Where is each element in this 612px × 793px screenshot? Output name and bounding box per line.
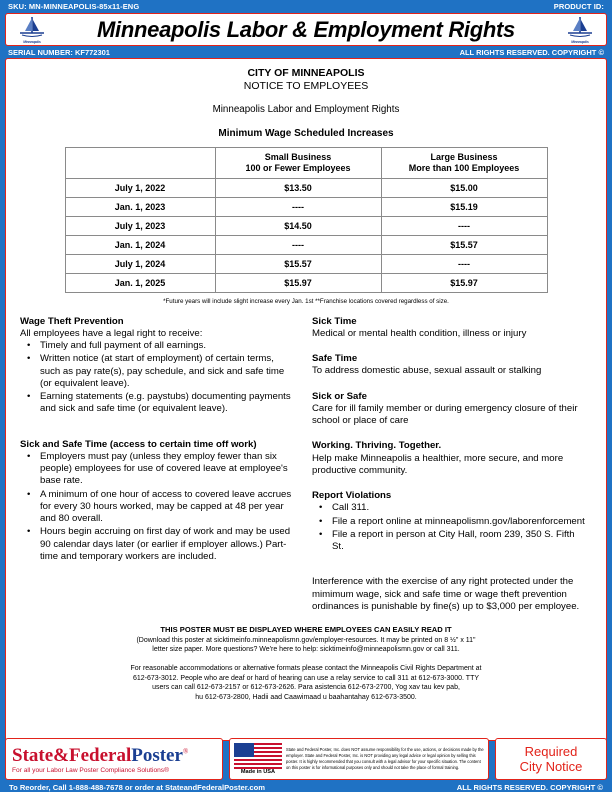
section-safe-time bbox=[312, 353, 586, 378]
legal-disclaimer-text: State and Federal Poster, Inc. does NOT assume responsibility for the use, actions, or decisions made by the employer. State and Federal Poster, Inc. is NOT providing any legal advice or legal opinion by selling this poster. It is highly recommended that you consult with a legal advisor for your specific situation. The content on this poster is for informational purposes only and should not take the place of formal training. bbox=[286, 747, 484, 770]
footer-bottom-bar bbox=[5, 780, 607, 793]
serial-bar bbox=[0, 46, 612, 58]
brand-tagline: For all your Labor Law Poster Compliance Solutions® bbox=[12, 766, 169, 774]
row-date: Jan. 1, 2023 bbox=[65, 197, 215, 216]
accommodations-block bbox=[20, 664, 592, 702]
row-large-wage: ---- bbox=[381, 216, 547, 235]
table-col-header-large-business: Large Business More than 100 Employees bbox=[381, 147, 547, 178]
table-row bbox=[65, 254, 547, 273]
minimum-wage-table bbox=[65, 147, 548, 293]
bullet-icon: • bbox=[27, 526, 31, 538]
row-large-wage: $15.97 bbox=[381, 273, 547, 292]
row-date: Jan. 1, 2025 bbox=[65, 273, 215, 292]
logo-wordmark-left: Minneapolis bbox=[23, 39, 41, 44]
spacer bbox=[20, 417, 294, 439]
row-large-wage: $15.19 bbox=[381, 197, 547, 216]
sick-safe-time-heading: Sick and Safe Time (access to certain time off work) bbox=[20, 438, 257, 450]
bullet-icon: • bbox=[27, 450, 31, 462]
disclaimer-box bbox=[229, 738, 489, 780]
sku-bar bbox=[0, 0, 612, 13]
bullet-icon: • bbox=[27, 488, 31, 500]
bullet-icon: • bbox=[319, 515, 323, 527]
list-item: • Written notice (at start of employment) of certain terms, such as pay rate(s), pay schedule, and sick and safe time (or equivalent leave). bbox=[27, 353, 285, 389]
copyright-label-bottom: ALL RIGHTS RESERVED. COPYRIGHT © bbox=[456, 782, 603, 792]
row-small-wage: ---- bbox=[215, 235, 381, 254]
wage-theft-intro: All employees have a legal right to receive: bbox=[20, 327, 203, 339]
table-row bbox=[65, 216, 547, 235]
interference-paragraph: Interference with the exercise of any right protected under the mimimum wage, sick and safe time or wage theft prevention ordinances is punishable by fine(s) up to $3,000 per employee. bbox=[312, 576, 580, 613]
page-title: Minneapolis Labor & Employment Rights bbox=[97, 16, 515, 42]
row-large-wage: ---- bbox=[381, 254, 547, 273]
minneapolis-logo-right-icon bbox=[560, 16, 600, 44]
table-col-header-blank bbox=[65, 147, 215, 178]
accommodations-line-2: 612-673-3012. People who are deaf or hard of hearing can use a relay service to call 311 at 612-673-3000. TTY bbox=[132, 674, 480, 682]
table-footnote: *Future years will include slight increase every Jan. 1st **Franchise locations covered regardless of size. bbox=[163, 297, 449, 305]
product-id-label: PRODUCT ID: bbox=[553, 2, 604, 11]
footer-boxes-row bbox=[5, 735, 607, 780]
download-info-line-2: letter size paper. More questions? We're here to help: sicktimeinfo@minneapolismn.gov or call 311. bbox=[152, 645, 460, 653]
table-row bbox=[65, 197, 547, 216]
copyright-label-top: ALL RIGHTS RESERVED. COPYRIGHT © bbox=[459, 47, 604, 57]
row-date: July 1, 2022 bbox=[65, 178, 215, 197]
bullet-icon: • bbox=[27, 353, 31, 365]
safe-time-body: To address domestic abuse, sexual assault or stalking bbox=[312, 365, 542, 377]
logo-wordmark-right: Minneapolis bbox=[571, 39, 589, 44]
list-item: • Earning statements (e.g. paystubs) documenting payments and sick and safe time (or equivalent leave). bbox=[27, 391, 291, 415]
list-item: • File a report online at minneapolismn.gov/laborenforcement bbox=[319, 515, 585, 527]
spacer bbox=[312, 554, 586, 576]
row-large-wage: $15.00 bbox=[381, 178, 547, 197]
row-small-wage: $15.57 bbox=[215, 254, 381, 273]
row-small-wage: $15.97 bbox=[215, 273, 381, 292]
made-in-usa-label: Made in USA bbox=[240, 769, 276, 775]
report-violations-heading: Report Violations bbox=[312, 490, 392, 502]
accommodations-line-4: hu 612-673-2800, Hadii aad Caawimaad u baahantahay 612-673-3500. bbox=[195, 693, 417, 701]
sick-time-body: Medical or mental health condition, illness or injury bbox=[312, 327, 527, 339]
table-row bbox=[65, 273, 547, 292]
city-heading: CITY OF MINNEAPOLIS bbox=[247, 67, 365, 79]
right-column bbox=[312, 316, 586, 614]
spacer bbox=[312, 477, 586, 490]
display-requirement-line: THIS POSTER MUST BE DISPLAYED WHERE EMPLOYEES CAN EASILY READ IT bbox=[160, 625, 452, 635]
download-info-line-1: (Download this poster at sicktimeinfo.minneapolismn.gov/employer-resources. It may be printed on 8 ½" x 11" bbox=[136, 636, 476, 644]
working-thriving-body: Help make Minneapolis a healthier, more secure, and more productive community. bbox=[312, 452, 564, 476]
wage-table-heading: Minimum Wage Scheduled Increases bbox=[218, 127, 394, 139]
wage-theft-heading: Wage Theft Prevention bbox=[20, 315, 124, 327]
list-item: • Employers must pay (unless they employ fewer than six people) employees for use of covered leave at employee's base rate. bbox=[27, 450, 288, 487]
spacer bbox=[312, 340, 586, 353]
footer bbox=[0, 735, 612, 792]
list-item: • A minimum of one hour of access to covered leave accrues for every 30 hours worked, may be capped at 48 per year and 80 overall. bbox=[27, 488, 292, 525]
city-notice-label: City Notice bbox=[519, 759, 583, 774]
spacer bbox=[312, 378, 586, 391]
table-header-row bbox=[65, 147, 547, 178]
flag-canton bbox=[234, 743, 254, 757]
section-sick-time bbox=[312, 316, 586, 341]
row-small-wage: ---- bbox=[215, 197, 381, 216]
safe-time-heading: Safe Time bbox=[312, 353, 358, 365]
state-federal-poster-logo bbox=[5, 738, 223, 780]
bullet-icon: • bbox=[319, 528, 323, 540]
made-in-usa-badge bbox=[234, 743, 282, 775]
bullet-icon: • bbox=[27, 391, 31, 403]
reorder-info: To Reorder, Call 1-888-488-7678 or order at StateandFederalPoster.com bbox=[9, 782, 266, 792]
sick-time-heading: Sick Time bbox=[312, 315, 357, 327]
required-label: Required bbox=[524, 743, 578, 759]
row-small-wage: $13.50 bbox=[215, 178, 381, 197]
left-column bbox=[20, 316, 294, 614]
section-working-thriving-together bbox=[312, 440, 586, 477]
row-date: July 1, 2024 bbox=[65, 254, 215, 273]
brand-name: State&FederalPoster® bbox=[12, 744, 189, 766]
row-date: July 1, 2023 bbox=[65, 216, 215, 235]
row-small-wage: $14.50 bbox=[215, 216, 381, 235]
section-sick-or-safe bbox=[312, 391, 586, 428]
spacer bbox=[312, 427, 586, 440]
working-thriving-heading: Working. Thriving. Together. bbox=[312, 440, 442, 452]
sick-safe-bullet-list bbox=[20, 451, 294, 563]
list-item: • File a report in person at City Hall, room 239, 350 S. Fifth St. bbox=[319, 528, 575, 553]
minneapolis-logo-left-icon bbox=[12, 16, 52, 44]
list-item: • Call 311. bbox=[319, 502, 370, 514]
row-large-wage: $15.57 bbox=[381, 235, 547, 254]
body-columns bbox=[20, 316, 592, 614]
notice-heading: NOTICE TO EMPLOYEES bbox=[243, 80, 369, 93]
sick-or-safe-heading: Sick or Safe bbox=[312, 390, 367, 402]
rights-subheading: Minneapolis Labor and Employment Rights bbox=[212, 103, 400, 115]
table-row bbox=[65, 235, 547, 254]
title-band bbox=[5, 13, 607, 46]
registered-trademark-icon: ® bbox=[182, 747, 189, 756]
bullet-icon: • bbox=[27, 340, 31, 352]
accommodations-line-1: For reasonable accommodations or alternative formats please contact the Minneapolis Civil Rights Department at bbox=[130, 665, 482, 673]
list-item: • Timely and full payment of all earnings. bbox=[27, 340, 207, 352]
display-notice-block bbox=[20, 625, 592, 702]
table-col-header-small-business: Small Business 100 or Fewer Employees bbox=[215, 147, 381, 178]
section-wage-theft-prevention bbox=[20, 316, 294, 416]
table-row bbox=[65, 178, 547, 197]
wage-theft-bullet-list bbox=[20, 340, 294, 416]
report-violations-bullet-list bbox=[312, 502, 586, 553]
sku-label: SKU: MN-MINNEAPOLIS-85x11-ENG bbox=[8, 2, 140, 11]
section-sick-and-safe-time bbox=[20, 439, 294, 564]
row-date: Jan. 1, 2024 bbox=[65, 235, 215, 254]
required-city-notice-badge bbox=[495, 738, 607, 780]
poster-content-sheet bbox=[5, 58, 607, 741]
serial-number-label: SERIAL NUMBER: KF772301 bbox=[8, 47, 110, 57]
accommodations-line-3: users can call 612-673-2157 or 612-673-2626. Para asistencia 612-673-2700, Yog xav tau kev pab, bbox=[152, 684, 460, 692]
section-report-violations bbox=[312, 490, 586, 553]
list-item: • Hours begin accruing on first day of work and may be used 90 calendar days later (or earlier if employer allows.) Part-time and temporary workers are included. bbox=[27, 526, 291, 563]
bullet-icon: • bbox=[319, 502, 323, 514]
usa-flag-icon bbox=[234, 743, 282, 769]
sick-or-safe-body: Care for ill family member or during emergency closure of their school or place of care bbox=[312, 402, 578, 427]
